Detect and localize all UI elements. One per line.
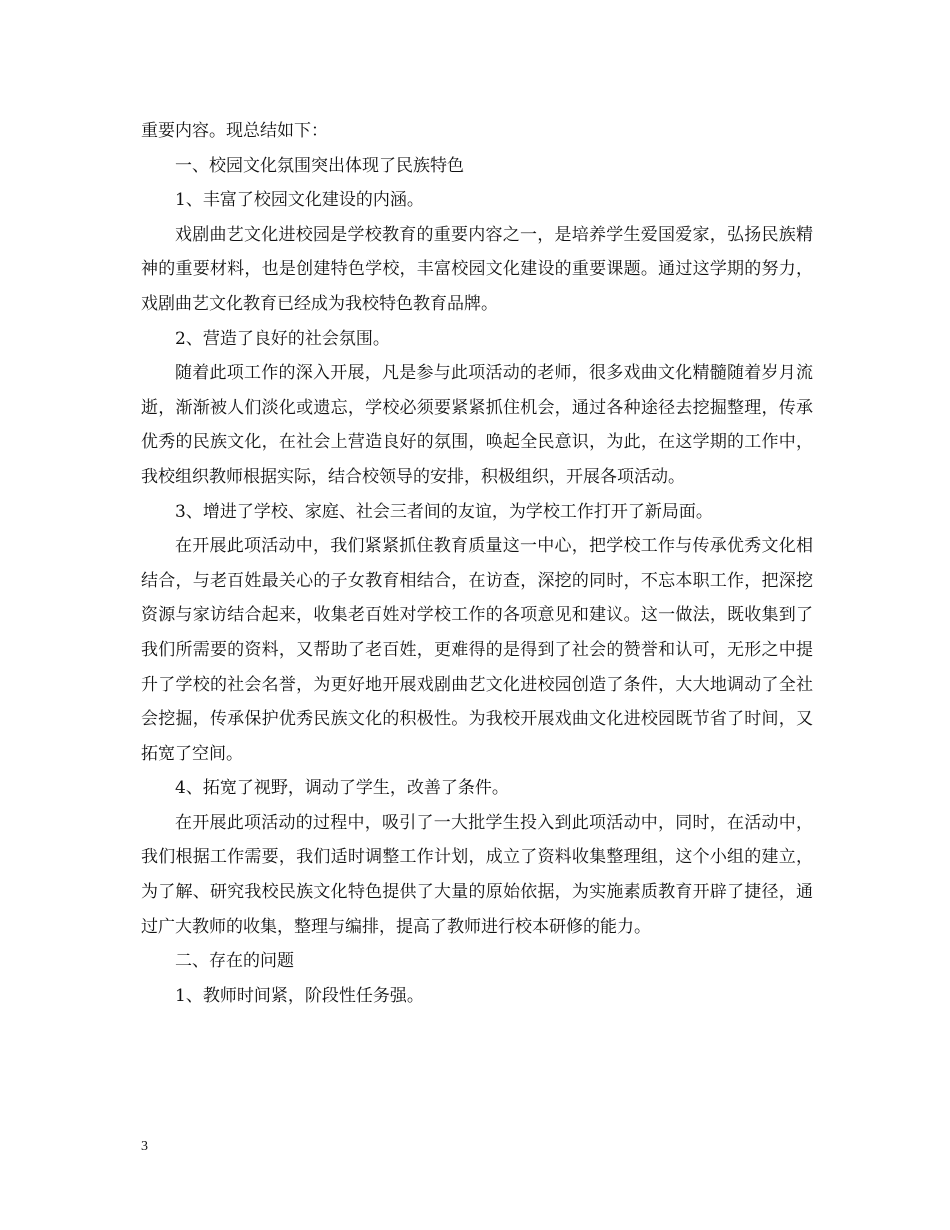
paragraph-student-participation: 在开展此项活动的过程中，吸引了一大批学生投入到此项活动中，同时，在活动中，我们根据工作需要，我们适时调整工作计划，成立了资料收集整理组，这个小组的建立，为了解、研究我校民族文化特色提供了大量的原始依据，为实施素质教育开辟了捷径，通过广大教师的收集，整理与编排，提高了教师进行校本研修的能力。 (141, 812, 813, 937)
subheading-teacher-time: 1、教师时间紧，阶段性任务强。 (175, 985, 424, 1006)
section-heading-campus-culture: 一、校园文化氛围突出体现了民族特色 (175, 155, 464, 176)
document-body (141, 114, 813, 1013)
subheading-school-family-society: 3、增进了学校、家庭、社会三者间的友谊，为学校工作打开了新局面。 (175, 501, 713, 522)
paragraph-continuation: 重要内容。现总结如下： (141, 121, 328, 141)
paragraph-opera-education: 戏剧曲艺文化进校园是学校教育的重要内容之一，是培养学生爱国爱家，弘扬民族精神的重要材料，也是创建特色学校，丰富校园文化建设的重要课题。通过这学期的努力，戏剧曲艺文化教育已经成为我校特色教育品牌。 (141, 224, 813, 314)
subheading-social-atmosphere: 2、营造了良好的社会氛围。 (175, 328, 390, 349)
page-number: 3 (141, 1139, 148, 1154)
section-heading-problems: 二、存在的问题 (175, 951, 294, 972)
paragraph-work-development: 随着此项工作的深入开展，凡是参与此项活动的老师，很多戏曲文化精髓随着岁月流逝，渐渐被人们淡化或遗忘，学校必须要紧紧抓住机会，通过各种途径去挖掘整理，传承优秀的民族文化，在社会上营造良好的氛围，唤起全民意识，为此，在这学期的工作中，我校组织教师根据实际，结合校领导的安排，积极组织，开展各项活动。 (141, 363, 813, 487)
paragraph-activity-quality: 在开展此项活动中，我们紧紧抓住教育质量这一中心，把学校工作与传承优秀文化相结合，与老百姓最关心的子女教育相结合，在访查，深挖的同时，不忘本职工作，把深挖资源与家访结合起来，收集老百姓对学校工作的各项意见和建议。这一做法，既收集到了我们所需要的资料，又帮助了老百姓，更难得的是得到了社会的赞誉和认可，无形之中提升了学校的社会名誉，为更好地开展戏剧曲艺文化进校园创造了条件，大大地调动了全社会挖掘，传承保护优秀民族文化的积极性。为我校开展戏曲文化进校园既节省了时间，又拓宽了空间。 (141, 536, 813, 764)
subheading-enrich-culture: 1、丰富了校园文化建设的内涵。 (175, 190, 424, 211)
subheading-broaden-vision: 4、拓宽了视野，调动了学生，改善了条件。 (175, 778, 509, 799)
